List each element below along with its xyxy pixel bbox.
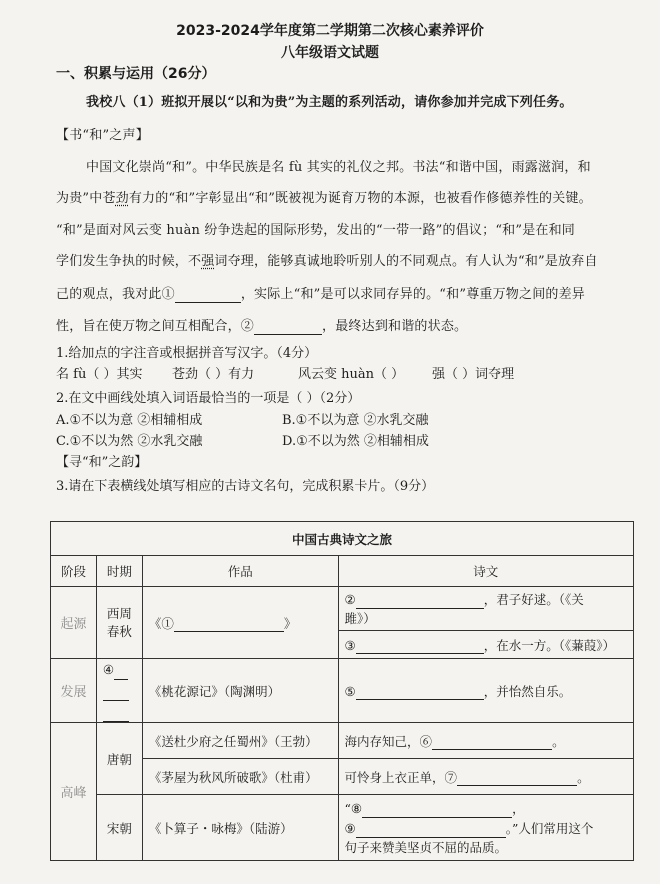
question-1: 1.给加点的字注音或根据拼音写汉字。（4分） [56,346,318,361]
period-tang: 唐朝 [96,723,142,795]
poem-cell-8-9: “⑧ ， ⑨ 。”人们常用这个 句子来赞美坚贞不屈的品质。 [338,795,633,861]
col-header-poem: 诗文 [338,556,633,587]
section-heading: 一、积累与运用（26分） [56,66,216,82]
q2-option-c: C.①不以为然 ②水乳交融 [56,434,203,449]
paragraph-line-6: 性，旨在使万物之间互相配合，② ，最终达到和谐的状态。 [56,319,468,334]
dotted-char-jin: 劲 [115,191,129,206]
poem-cell-5: ⑤ ，并怡然自乐。 [338,659,633,723]
paragraph-line-4: 学们发生争执的时候，不强词夺理，能够真诚地聆听别人的不同观点。有人认为“和”是放弃自 [56,254,598,269]
q2-option-b: B.①不以为意 ②水乳交融 [282,413,429,428]
paragraph-line-5: 己的观点，我对此① ，实际上“和”是可以求同存异的。“和”尊重万物之间的差异 [56,287,585,302]
work-cell-2: 《桃花源记》（陶渊明） [142,659,338,723]
answer-blank-poem-2[interactable] [356,589,484,609]
poem-cell-7: 可怜身上衣正单，⑦ 。 [338,759,633,795]
answer-blank-poem-7[interactable] [457,770,577,786]
col-header-stage: 阶段 [51,556,97,587]
part2-heading: 【寻“和”之韵】 [56,455,148,470]
question-2: 2.在文中画线处填入词语最恰当的一项是（ ）（2分） [56,391,361,406]
q1-item-b: 苍劲（ ）有力 [172,367,255,382]
part1-heading: 【书“和”之声】 [56,128,149,143]
answer-blank-work-1[interactable] [174,616,284,632]
col-header-work: 作品 [142,556,338,587]
period-song: 宋朝 [96,795,142,861]
poem-cell-3: ③ ，在水一方。（《蒹葭》） [338,631,633,659]
answer-blank-poem-8[interactable] [362,798,512,818]
poetry-table [50,521,634,861]
work-cell-3: 《送杜少府之任蜀州》（王勃） [142,723,338,759]
q2-option-a: A.①不以为意 ②相辅相成 [56,413,203,428]
stage-origin: 起源 [51,587,97,659]
period-blank-4: ④ [96,659,142,723]
exam-subtitle: 八年级语文试题 [281,45,379,61]
paragraph-line-1: 中国文化崇尚“和”。中华民族是名 fù 其实的礼仪之邦。书法“和谐中国，雨露滋润，和 [86,160,591,175]
q1-item-d: 强（ ）词夺理 [432,367,515,382]
stage-peak: 高峰 [51,723,97,861]
answer-blank-2[interactable] [254,319,322,335]
answer-blank-poem-9[interactable] [356,818,506,838]
paragraph-line-3: “和”是面对风云变 huàn 纷争迭起的国际形势，发出的“一带一路”的倡议；“和”是在和同 [56,223,576,238]
q1-item-a: 名 fù（ ）其实 [56,367,143,382]
table-caption: 中国古典诗文之旅 [51,522,634,556]
paragraph-line-2: 为贵”中苍劲有力的“和”字彰显出“和”既被视为诞育万物的本源，也被看作修德养性的关键。 [56,191,592,206]
answer-blank-4a[interactable] [114,659,128,680]
q2-option-d: D.①不以为然 ②相辅相成 [282,434,429,449]
answer-blank-4b[interactable] [103,680,129,701]
question-3: 3.请在下表横线处填写相应的古诗文名句，完成积累卡片。（9分） [56,479,435,494]
q1-item-c: 风云变 huàn（ ） [298,367,405,382]
poem-cell-2: ② ，君子好逑。（《关 雎》） [338,587,633,631]
work-cell-4: 《茅屋为秋风所破歌》（杜甫） [142,759,338,795]
answer-blank-poem-3[interactable] [356,638,484,654]
stage-development: 发展 [51,659,97,723]
answer-blank-poem-5[interactable] [356,684,484,700]
answer-blank-4c[interactable] [103,701,129,722]
col-header-period: 时期 [96,556,142,587]
work-cell-5: 《卜算子・咏梅》（陆游） [142,795,338,861]
answer-blank-poem-6[interactable] [432,734,552,750]
exam-title: 2023-2024学年度第二学期第二次核心素养评价 [176,23,484,39]
work-cell-1: 《① 》 [142,587,338,659]
answer-blank-1[interactable] [175,287,241,303]
period-zhou: 西周 春秋 [96,587,142,659]
section-intro: 我校八（1）班拟开展以“以和为贵”为主题的系列活动，请你参加并完成下列任务。 [86,95,573,110]
poem-cell-6: 海内存知己，⑥ 。 [338,723,633,759]
dotted-char-qiang: 强 [201,254,215,269]
